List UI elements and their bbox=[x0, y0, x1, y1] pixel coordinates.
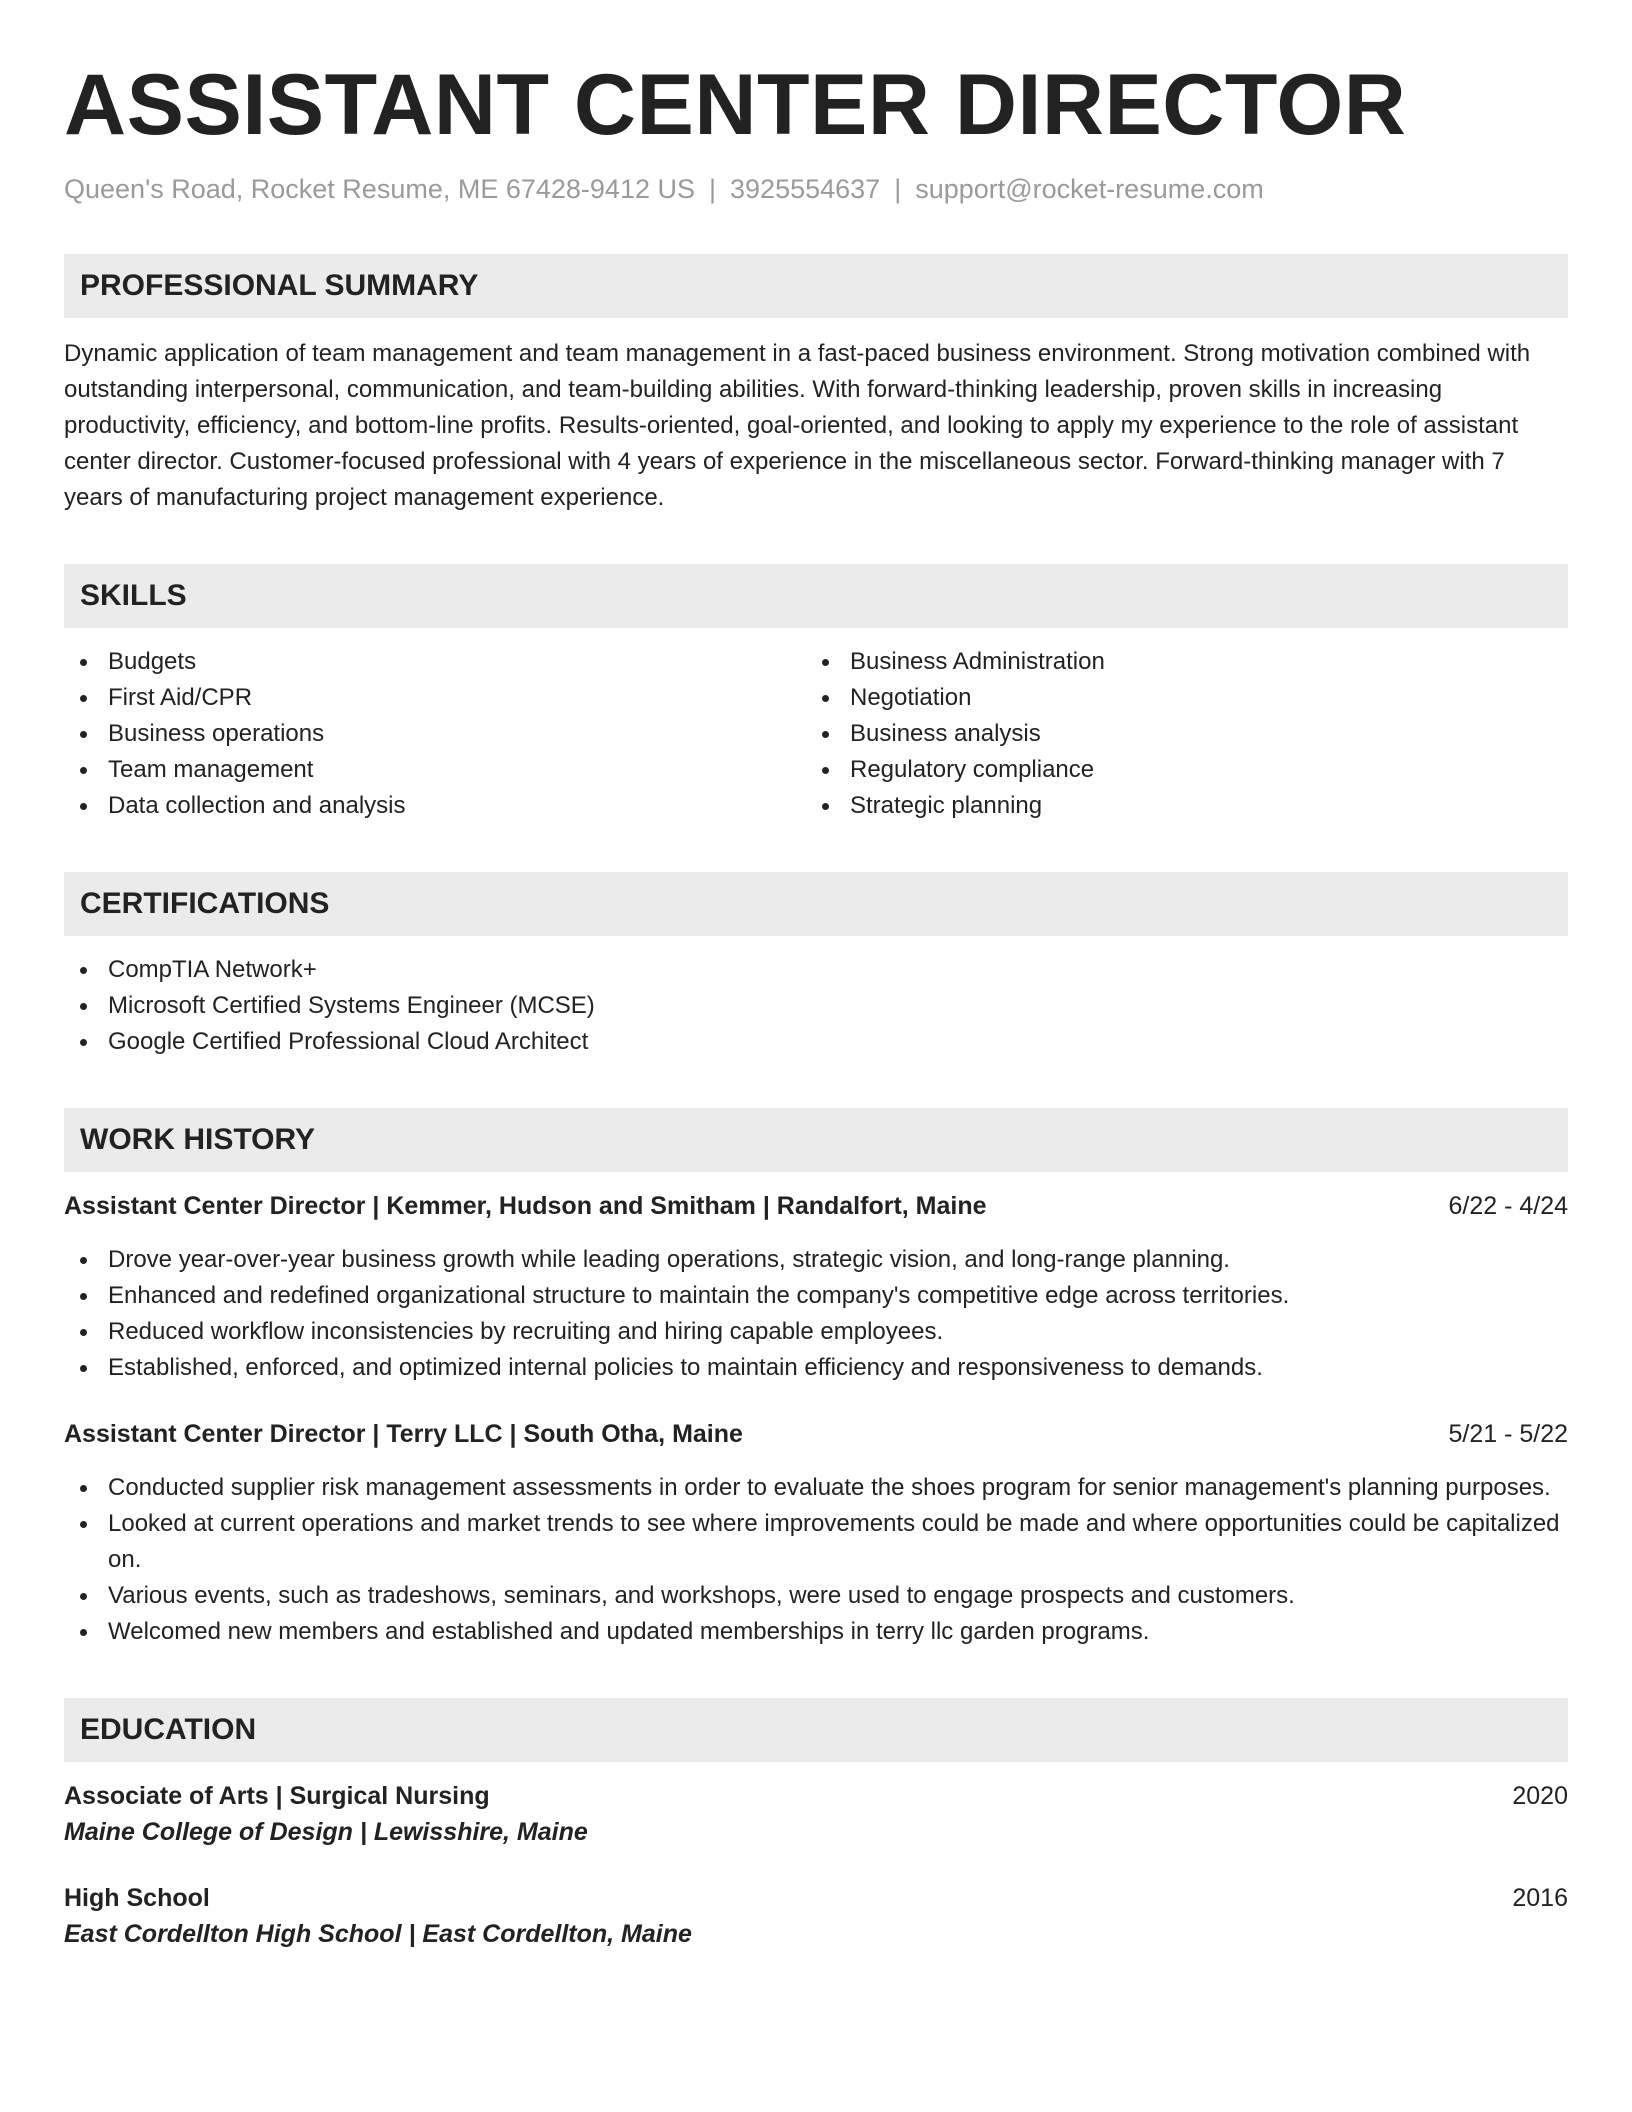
contact-separator: | bbox=[894, 174, 902, 204]
section-title: WORK HISTORY bbox=[80, 1123, 316, 1156]
education-entry bbox=[64, 1778, 1568, 1850]
job-bullet: Looked at current operations and market trends to see where improvements could be made and where opportunities could be capitalized on. bbox=[64, 1506, 1568, 1578]
skill-item: Budgets bbox=[64, 644, 806, 680]
contact-email: support@rocket-resume.com bbox=[915, 174, 1264, 204]
education-school: Maine College of Design | Lewisshire, Maine bbox=[64, 1818, 588, 1846]
skill-item: Team management bbox=[64, 752, 806, 788]
certification-item: CompTIA Network+ bbox=[64, 952, 1568, 988]
education-entry bbox=[64, 1880, 1568, 1952]
job-title: Assistant Center Director | Terry LLC | South Otha, Maine bbox=[64, 1420, 743, 1448]
section-header-work-history bbox=[64, 1108, 1568, 1172]
skill-item: Strategic planning bbox=[806, 788, 1568, 824]
skills-list bbox=[64, 644, 1568, 824]
certifications-list bbox=[64, 952, 1568, 1060]
summary-text: Dynamic application of team management and team management in a fast-paced business environment. Strong motivation combined with outstanding interpersonal, communication, and team-building abilities. With forward-thinking leadership, proven skills in increasing productivity, efficiency, and bottom-line profits. Results-oriented, goal-oriented, and looking to apply my experience to the role of assistant center director. Customer-focused professional with 4 years of experience in the miscellaneous sector. Forward-thinking manager with 7 years of manufacturing project management experience. bbox=[64, 340, 1531, 511]
education-degree: High School bbox=[64, 1884, 210, 1912]
job-entry bbox=[64, 1188, 1568, 1386]
contact-phone: 3925554637 bbox=[730, 174, 881, 204]
job-dates: 5/21 - 5/22 bbox=[1448, 1420, 1568, 1448]
job-bullets bbox=[64, 1242, 1568, 1386]
certification-item: Microsoft Certified Systems Engineer (MCSE) bbox=[64, 988, 1568, 1024]
skill-item: Negotiation bbox=[806, 680, 1568, 716]
job-header bbox=[64, 1416, 1568, 1452]
section-header-certifications bbox=[64, 872, 1568, 936]
job-title: Assistant Center Director | Kemmer, Hudson and Smitham | Randalfort, Maine bbox=[64, 1192, 987, 1220]
job-bullets bbox=[64, 1470, 1568, 1650]
skills-column-right bbox=[806, 644, 1568, 824]
education-school: East Cordellton High School | East Cordellton, Maine bbox=[64, 1920, 692, 1948]
education-year: 2020 bbox=[1512, 1782, 1568, 1810]
job-bullet: Drove year-over-year business growth while leading operations, strategic vision, and long-range planning. bbox=[64, 1242, 1568, 1278]
skill-item: Regulatory compliance bbox=[806, 752, 1568, 788]
skill-item: Data collection and analysis bbox=[64, 788, 806, 824]
section-title: SKILLS bbox=[80, 579, 187, 612]
section-header-skills bbox=[64, 564, 1568, 628]
job-bullet: Welcomed new members and established and updated memberships in terry llc garden programs. bbox=[64, 1614, 1568, 1650]
job-dates: 6/22 - 4/24 bbox=[1448, 1192, 1568, 1220]
education-degree: Associate of Arts | Surgical Nursing bbox=[64, 1782, 490, 1810]
certification-item: Google Certified Professional Cloud Architect bbox=[64, 1024, 1568, 1060]
resume-name: ASSISTANT CENTER DIRECTOR bbox=[64, 57, 1407, 153]
job-bullet: Conducted supplier risk management assessments in order to evaluate the shoes program for senior management's planning purposes. bbox=[64, 1470, 1568, 1506]
education-header bbox=[64, 1880, 1568, 1916]
section-header-education bbox=[64, 1698, 1568, 1762]
skill-item: Business analysis bbox=[806, 716, 1568, 752]
education-year: 2016 bbox=[1512, 1884, 1568, 1912]
job-bullet: Reduced workflow inconsistencies by recruiting and hiring capable employees. bbox=[64, 1314, 1568, 1350]
skills-column-left bbox=[64, 644, 806, 824]
contact-separator: | bbox=[709, 174, 717, 204]
section-title: CERTIFICATIONS bbox=[80, 887, 330, 920]
section-title: EDUCATION bbox=[80, 1713, 257, 1746]
education-header bbox=[64, 1778, 1568, 1814]
job-bullet: Enhanced and redefined organizational structure to maintain the company's competitive edge across territories. bbox=[64, 1278, 1568, 1314]
section-title: PROFESSIONAL SUMMARY bbox=[80, 269, 479, 302]
job-bullet: Various events, such as tradeshows, seminars, and workshops, were used to engage prospects and customers. bbox=[64, 1578, 1568, 1614]
skill-item: Business operations bbox=[64, 716, 806, 752]
job-header bbox=[64, 1188, 1568, 1224]
job-bullet: Established, enforced, and optimized internal policies to maintain efficiency and responsiveness to demands. bbox=[64, 1350, 1568, 1386]
section-header-summary bbox=[64, 254, 1568, 318]
job-entry bbox=[64, 1416, 1568, 1650]
skill-item: First Aid/CPR bbox=[64, 680, 806, 716]
contact-address: Queen's Road, Rocket Resume, ME 67428-9412 US bbox=[64, 174, 695, 204]
contact-line bbox=[64, 172, 1568, 206]
skill-item: Business Administration bbox=[806, 644, 1568, 680]
